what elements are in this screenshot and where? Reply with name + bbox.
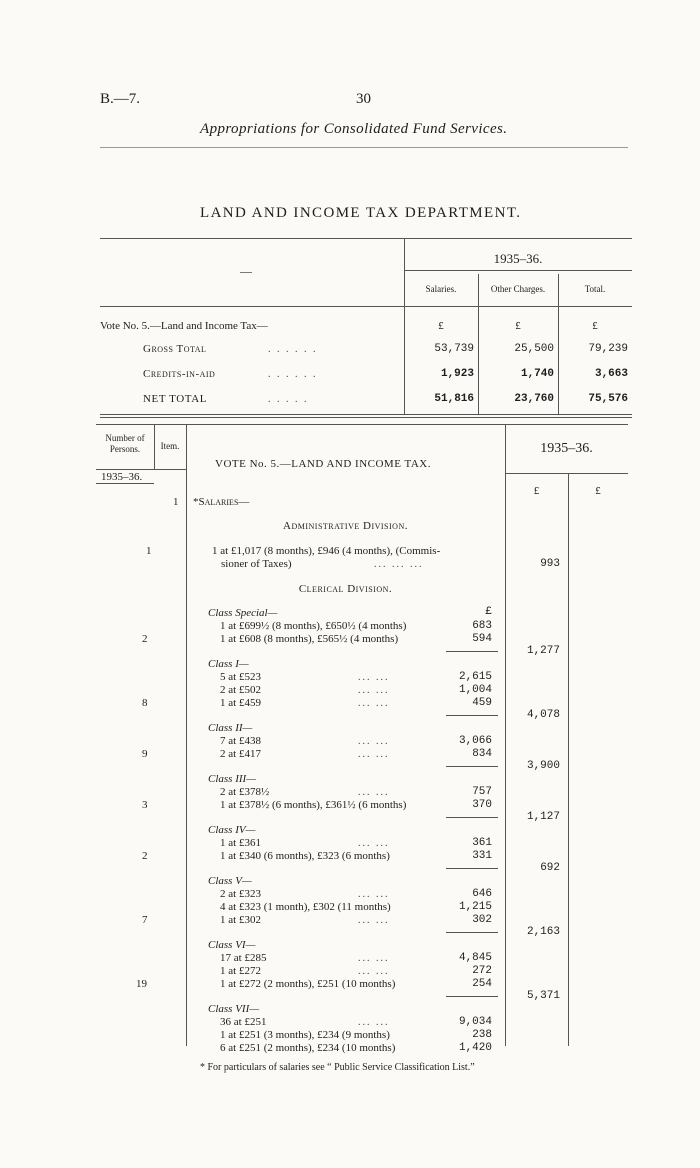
class-subtotal: 3,900: [526, 760, 560, 772]
item-number: 1: [173, 496, 179, 508]
leader-dots: . . . . . .: [268, 369, 318, 380]
line-amount: 302: [472, 914, 492, 926]
footnote: * For particulars of salaries see “ Public Service Classification List.”: [200, 1062, 475, 1073]
class-heading: Class VII—: [208, 1003, 260, 1015]
vote-label: Vote No. 5.—Land and Income Tax—: [100, 320, 268, 332]
line-amount: 459: [472, 697, 492, 709]
persons-count: 2: [142, 633, 148, 645]
page-subtitle: Appropriations for Consolidated Fund Services.: [200, 121, 508, 137]
class-heading: Class III—: [208, 773, 256, 785]
gross-total: 79,239: [588, 343, 628, 355]
class-subtotal: 2,163: [526, 926, 560, 938]
currency-salaries: £: [438, 320, 444, 332]
class-line: 7 at £438: [220, 735, 261, 747]
persons-count: 1: [146, 545, 152, 557]
inner-currency: £: [485, 606, 492, 618]
class-heading: Class V—: [208, 875, 252, 887]
line-amount: 646: [472, 888, 492, 900]
summary-top-rule: [100, 238, 632, 239]
class-line: 6 at £251 (2 months), £234 (10 months): [220, 1042, 396, 1054]
leader-dots: . . . . . .: [268, 344, 318, 355]
currency-other: £: [515, 320, 521, 332]
admin-amount: 993: [540, 558, 560, 570]
class-line: 5 at £523: [220, 671, 261, 683]
line-amount: 594: [472, 633, 492, 645]
line-amount: 1,004: [458, 684, 492, 696]
currency-total: £: [592, 320, 598, 332]
persons-count: 8: [142, 697, 148, 709]
gross-other: 25,500: [514, 343, 554, 355]
line-amount: 238: [472, 1029, 492, 1041]
leader-dots: ... ...: [358, 787, 390, 798]
class-subtotal: 1,277: [526, 645, 560, 657]
vote-title: VOTE No. 5.—LAND AND INCOME TAX.: [215, 458, 431, 470]
leader-dots: ... ...: [358, 685, 390, 696]
class-heading: Class Special—: [208, 607, 278, 619]
persons-count: 7: [142, 914, 148, 926]
line-amount: 370: [472, 799, 492, 811]
net-total-label: NET TOTAL: [143, 393, 208, 405]
header-rule: [100, 147, 628, 148]
class-line: 1 at £272 (2 months), £251 (10 months): [220, 978, 396, 990]
leader-dots: ... ...: [358, 966, 390, 977]
subtotal-rule: [446, 817, 498, 818]
summary-header-rule: [100, 306, 632, 307]
col-number-of-persons: Number of Persons.: [105, 433, 145, 454]
col-salaries: Salaries.: [425, 284, 457, 294]
salaries-heading: *Salaries—: [193, 496, 250, 508]
leader-dots: ... ...: [358, 915, 390, 926]
gross-salaries: 53,739: [434, 343, 474, 355]
col-total: Total.: [584, 284, 606, 294]
document-reference: B.—7.: [100, 91, 141, 107]
leader-dots: ... ...: [358, 838, 390, 849]
department-title: LAND AND INCOME TAX DEPARTMENT.: [200, 205, 522, 221]
line-amount: 254: [472, 978, 492, 990]
persons-count: 19: [136, 978, 147, 990]
leader-dots: ... ...: [358, 698, 390, 709]
class-line: 36 at £251: [220, 1016, 267, 1028]
subtotal-rule: [446, 766, 498, 767]
class-subtotal: 1,127: [526, 811, 560, 823]
leader-dots: ... ...: [358, 672, 390, 683]
credits-salaries: 1,923: [440, 368, 474, 380]
subtotal-rule: [446, 715, 498, 716]
line-amount: 331: [472, 850, 492, 862]
line-amount: 757: [472, 786, 492, 798]
leader-dots: ... ...: [358, 1017, 390, 1028]
leader-dots: ... ... ...: [374, 559, 424, 570]
class-line: 17 at £285: [220, 952, 267, 964]
class-line: 1 at £459: [220, 697, 261, 709]
line-amount: 683: [472, 620, 492, 632]
detail-top-rule: [96, 424, 628, 425]
class-line: 1 at £608 (8 months), £565½ (4 months): [220, 633, 399, 645]
administrative-division-heading: Administrative Division.: [283, 520, 408, 532]
class-subtotal: 4,078: [526, 709, 560, 721]
subtotal-rule: [446, 651, 498, 652]
leader-dots: ... ...: [358, 736, 390, 747]
line-amount: 9,034: [458, 1016, 492, 1028]
line-amount: 2,615: [458, 671, 492, 683]
class-heading: Class VI—: [208, 939, 256, 951]
summary-year: 1935–36.: [493, 251, 543, 266]
summary-label-placeholder: —: [240, 264, 252, 278]
persons-count: 2: [142, 850, 148, 862]
line-amount: 834: [472, 748, 492, 760]
subtotal-rule: [446, 996, 498, 997]
col-item: Item.: [160, 441, 180, 451]
net-other: 23,760: [514, 393, 554, 405]
net-salaries: 51,816: [434, 393, 474, 405]
leader-dots: . . . . .: [268, 394, 309, 405]
class-line: 1 at £699½ (8 months), £650½ (4 months): [220, 620, 407, 632]
item-col-rule: [186, 424, 187, 1046]
leader-dots: ... ...: [358, 953, 390, 964]
credits-other: 1,740: [520, 368, 554, 380]
class-line: 1 at £251 (3 months), £234 (9 months): [220, 1029, 390, 1041]
amount-col-rule: [505, 424, 506, 1046]
leader-dots: ... ...: [358, 889, 390, 900]
class-line: 1 at £378½ (6 months), £361½ (6 months): [220, 799, 407, 811]
clerical-division-heading: Clerical Division.: [298, 583, 393, 595]
persons-header-rule: [96, 469, 186, 470]
class-heading: Class IV—: [208, 824, 256, 836]
line-amount: 361: [472, 837, 492, 849]
credits-in-aid-label: Credits-in-aid: [143, 368, 216, 380]
line-amount: 3,066: [458, 735, 492, 747]
currency-col-1: £: [533, 485, 540, 497]
class-line: 1 at £361: [220, 837, 261, 849]
net-total: 75,576: [588, 393, 628, 405]
summary-bottom-rule: [100, 414, 632, 415]
class-line: 1 at £302: [220, 914, 261, 926]
admin-line-2: sioner of Taxes): [221, 558, 292, 570]
class-line: 2 at £323: [220, 888, 261, 900]
class-line: 1 at £272: [220, 965, 261, 977]
line-amount: 272: [472, 965, 492, 977]
class-line: 2 at £502: [220, 684, 261, 696]
class-subtotal: 5,371: [526, 990, 560, 1002]
persons-count: 9: [142, 748, 148, 760]
subtotal-rule: [446, 868, 498, 869]
amount2-col-rule: [568, 473, 569, 1046]
persons-year: 1935–36.: [101, 471, 143, 483]
line-amount: 1,215: [458, 901, 492, 913]
line-amount: 1,420: [458, 1042, 492, 1054]
page-number: 30: [356, 91, 371, 107]
summary-bottom-rule-2: [100, 417, 632, 418]
year-rule: [505, 473, 628, 474]
persons-count: 3: [142, 799, 148, 811]
line-amount: 4,845: [458, 952, 492, 964]
class-subtotal: 692: [540, 862, 560, 874]
persons-year-rule: [96, 483, 154, 484]
leader-dots: ... ...: [358, 749, 390, 760]
gross-total-label: Gross Total: [143, 343, 207, 355]
credits-total: 3,663: [594, 368, 628, 380]
class-line: 4 at £323 (1 month), £302 (11 months): [220, 901, 391, 913]
class-heading: Class II—: [208, 722, 253, 734]
class-line: 1 at £340 (6 months), £323 (6 months): [220, 850, 390, 862]
subtotal-rule: [446, 932, 498, 933]
class-line: 2 at £417: [220, 748, 261, 760]
class-heading: Class I—: [208, 658, 249, 670]
class-line: 2 at £378½: [220, 786, 270, 798]
admin-line-1: 1 at £1,017 (8 months), £946 (4 months), (Commis-: [212, 545, 441, 557]
col-other-charges: Other Charges.: [490, 284, 546, 294]
detail-year: 1935–36.: [540, 441, 593, 456]
currency-col-2: £: [595, 485, 601, 497]
summary-year-rule: [404, 270, 632, 271]
